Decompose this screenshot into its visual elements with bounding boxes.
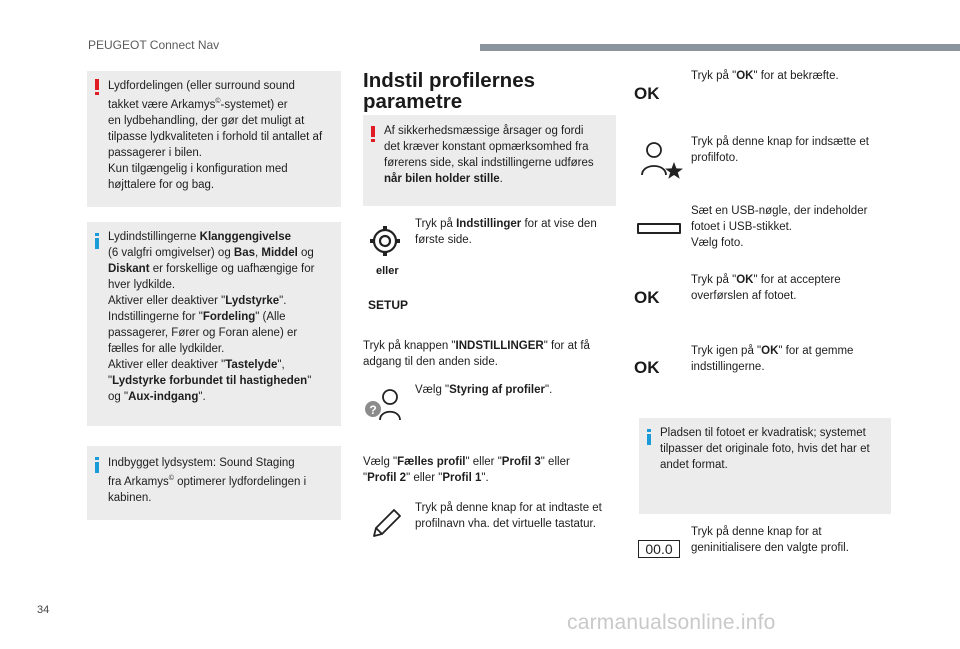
text-line: Aktiver eller deaktiver "Tastelyde", [108, 359, 285, 371]
text-line: "Lydstyrke forbundet til hastigheden" [108, 375, 312, 387]
text-line: og "Aux-indgang". [108, 391, 206, 403]
ok-button-label: OK [634, 84, 660, 103]
text-line: Kun tilgængelig i konfiguration med [108, 162, 288, 175]
text-line: førerens side, skal indstillingerne udføres [384, 157, 594, 169]
setup-button-label: SETUP [368, 298, 409, 312]
svg-text:?: ? [369, 403, 377, 417]
ok-button-label: OK [634, 358, 660, 377]
text-line: tilpasse lydkvaliteten i forhold til antallet af [108, 130, 323, 143]
text-line: Indstillingerne for "Fordeling" (Alle [108, 311, 286, 323]
text-line: Af sikkerhedsmæssige årsager og fordi [384, 125, 584, 137]
text-line: kabinen. [108, 491, 152, 504]
text-line: (6 valgfri omgivelser) og Bas, Middel og [108, 247, 314, 259]
info-box-photo-format [639, 418, 891, 514]
running-header: PEUGEOT Connect Nav [88, 38, 220, 52]
text-line: Pladsen til fotoet er kvadratisk; systemet [660, 427, 866, 439]
header-rule [480, 44, 960, 51]
info-icon [95, 457, 99, 473]
accept-transfer-instruction: Tryk på "OK" for at acceptere overførslen af fotoet. [691, 274, 841, 302]
usb-instruction: Sæt en USB-nøgle, der indeholder fotoet i USB-stikket. Vælg foto. [691, 205, 868, 249]
confirm-instruction: Tryk på "OK" for at bekræfte. [691, 70, 839, 82]
profile-photo-instruction: Tryk på denne knap for indsætte et profilfoto. [691, 136, 869, 164]
text-line: Aktiver eller deaktiver "Lydstyrke". [108, 295, 287, 307]
text-line: Lydfordelingen (eller surround sound [108, 80, 295, 92]
reset-instruction: Tryk på denne knap for at geninitialisere den valgte profil. [691, 526, 849, 554]
warning-icon [95, 79, 99, 95]
settings-button-instruction: Tryk på knappen "INDSTILLINGER" for at få adgang til den anden side. [363, 340, 590, 368]
text-line: Diskant er forskellige og uafhængige for [108, 263, 315, 275]
text-line: en lydbehandling, der gør det muligt at [108, 114, 305, 127]
text-line: passagerer i bilen. [108, 146, 202, 159]
info-icon [95, 233, 99, 249]
profile-question-icon [364, 386, 408, 422]
profile-management-instruction: Vælg "Styring af profiler". [415, 384, 553, 396]
watermark: carmanualsonline.info [567, 611, 776, 634]
text-line: højttalere for og bag. [108, 178, 215, 191]
text-line: når bilen holder stille. [384, 173, 503, 185]
text-line: Lydindstillingerne Klanggengivelse [108, 231, 292, 243]
info-box-sound-settings [87, 222, 341, 426]
reset-button-label: 00.0 [638, 540, 680, 558]
settings-instruction: Tryk på Indstillinger for at vise den første side. [415, 218, 597, 246]
info-box-sound-staging [87, 446, 341, 520]
choose-profile-instruction: Vælg "Fælles profil" eller "Profil 3" eller "Profil 2" eller "Profil 1". [363, 456, 570, 484]
gear-icon [368, 224, 402, 258]
text-line: andet format. [660, 459, 728, 471]
profile-photo-icon [636, 139, 684, 179]
info-icon [647, 429, 651, 445]
section-heading: Indstil profilernes parametre [363, 69, 535, 113]
page-number: 34 [37, 604, 50, 616]
text-line: takket være Arkamys©-systemet) er [108, 98, 288, 111]
save-settings-instruction: Tryk igen på "OK" for at gemme indstillingerne. [691, 345, 854, 373]
pencil-icon [370, 506, 404, 540]
text-line: fælles for alle lydkilder. [108, 343, 225, 355]
text-line: tilpasser det originale foto, hvis det har et [660, 443, 870, 455]
profile-name-instruction: Tryk på denne knap for at indtaste et profilnavn vha. det virtuelle tastatur. [415, 502, 602, 530]
text-line: passagerer, Fører og Foran alene) er [108, 327, 298, 339]
or-label: eller [376, 265, 399, 277]
text-line: Indbygget lydsystem: Sound Staging [108, 457, 295, 469]
warning-icon [371, 126, 375, 142]
text-line: fra Arkamys© optimerer lydfordelingen i [108, 475, 307, 488]
warning-box-sound-distribution [87, 71, 341, 207]
ok-button-label: OK [634, 288, 660, 307]
usb-icon [637, 223, 681, 234]
warning-box-safety [363, 115, 616, 206]
text-line: det kræver konstant opmærksomhed fra [384, 141, 589, 153]
text-line: hver lydkilde. [108, 279, 176, 291]
